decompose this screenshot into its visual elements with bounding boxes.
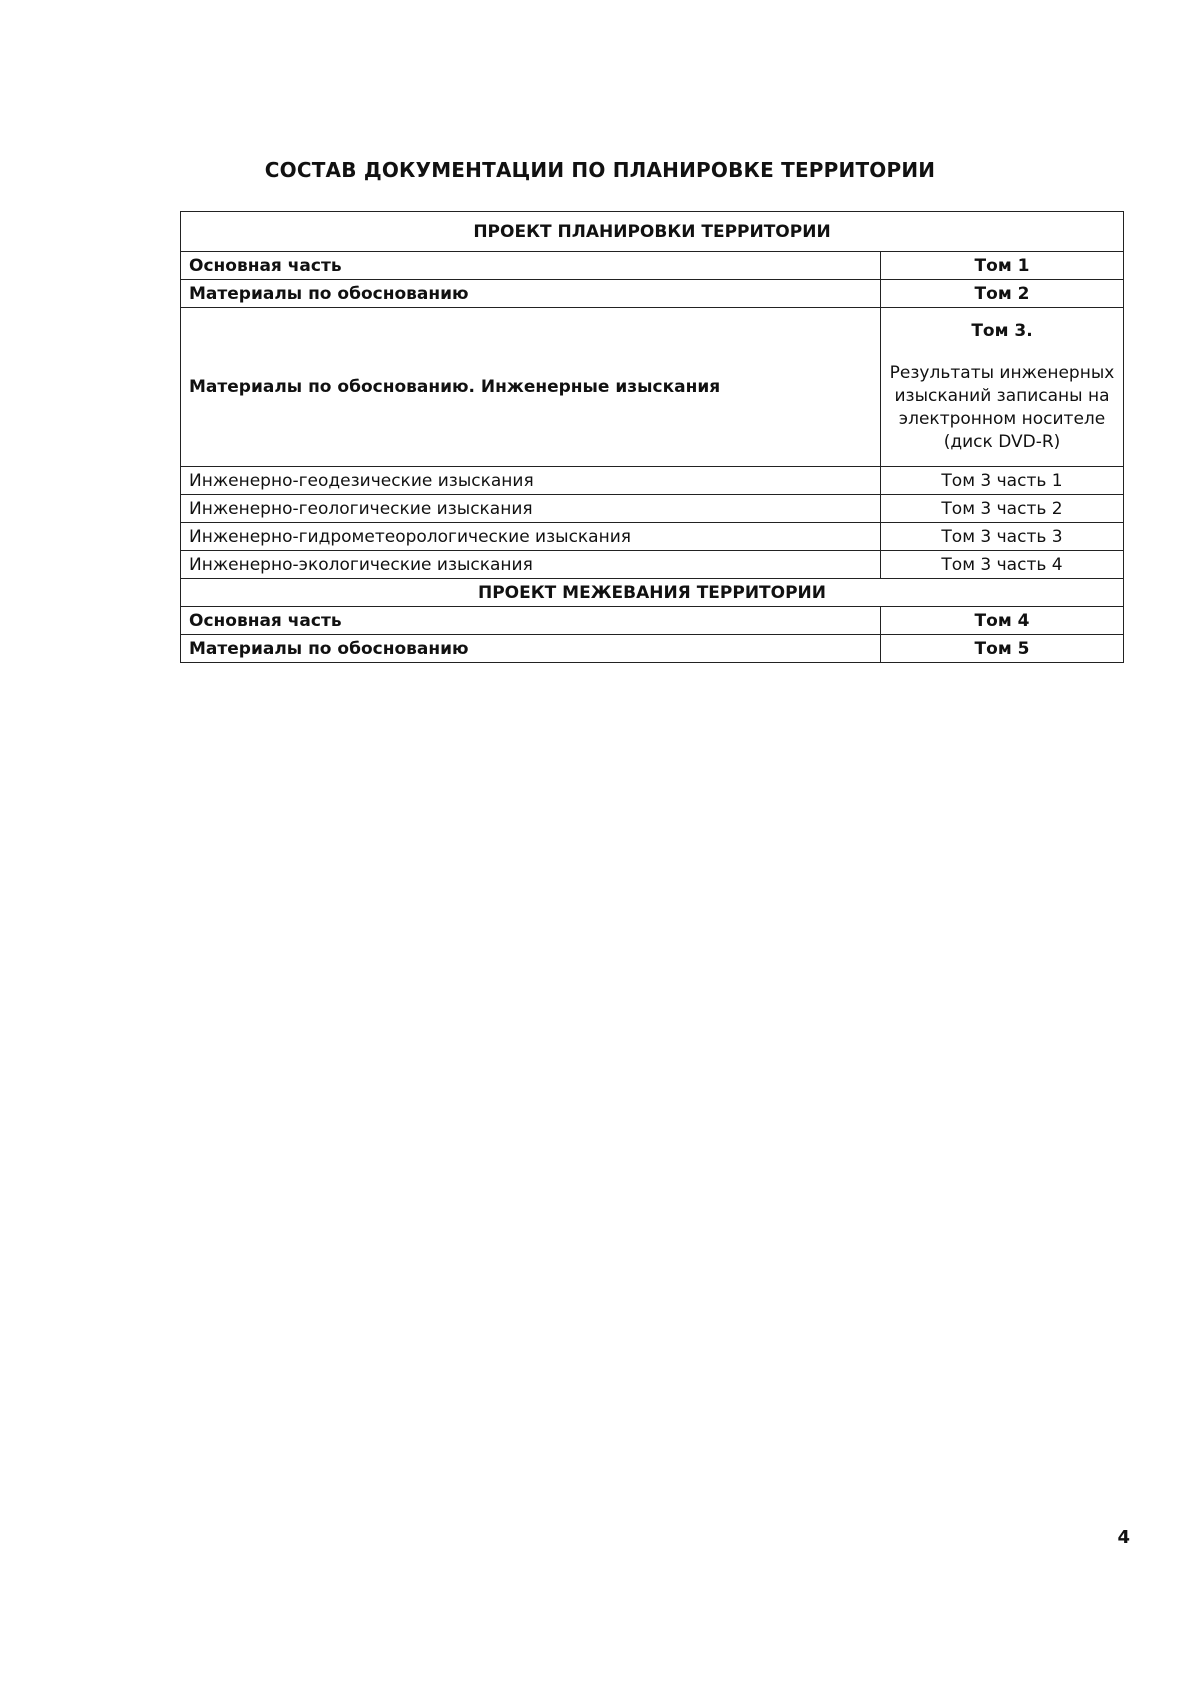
section-header-surveying: ПРОЕКТ МЕЖЕВАНИЯ ТЕРРИТОРИИ [181,579,1124,607]
row-volume: Том 3 часть 3 [881,523,1124,551]
page-title: СОСТАВ ДОКУМЕНТАЦИИ ПО ПЛАНИРОВКЕ ТЕРРИТОРИИ [264,158,936,182]
row-name: Материалы по обоснованию [181,280,881,308]
table-row [181,551,1124,579]
row-volume: Том 3. [971,321,1033,341]
row-volume: Том 4 [881,607,1124,635]
row-name: Инженерно-геодезические изыскания [181,467,881,495]
page-number: 4 [1117,1527,1130,1548]
section-header-planning: ПРОЕКТ ПЛАНИРОВКИ ТЕРРИТОРИИ [181,212,1124,252]
row-name: Инженерно-гидрометеорологические изыскания [181,523,881,551]
table-row [181,607,1124,635]
row-volume: Том 3 часть 1 [881,467,1124,495]
row-volume: Том 3 часть 4 [881,551,1124,579]
row-name: Материалы по обоснованию [181,635,881,663]
row-volume: Том 5 [881,635,1124,663]
row-volume-cell [881,308,1124,467]
table-row [181,467,1124,495]
row-volume: Том 3 часть 2 [881,495,1124,523]
row-name: Основная часть [181,252,881,280]
table-row [181,252,1124,280]
row-volume: Том 2 [881,280,1124,308]
section-header-row [181,579,1124,607]
row-volume: Том 1 [881,252,1124,280]
table-row [181,280,1124,308]
table-row [181,495,1124,523]
section-header-row [181,212,1124,252]
table-row [181,523,1124,551]
row-name: Инженерно-геологические изыскания [181,495,881,523]
documentation-table [180,211,1124,663]
row-volume-note: Результаты инженерных изысканий записаны на электронном носителе (диск DVD-R) [889,363,1115,452]
row-name: Материалы по обоснованию. Инженерные изыскания [181,308,881,467]
row-name: Основная часть [181,607,881,635]
table-row [181,635,1124,663]
row-name: Инженерно-экологические изыскания [181,551,881,579]
table-row [181,308,1124,467]
